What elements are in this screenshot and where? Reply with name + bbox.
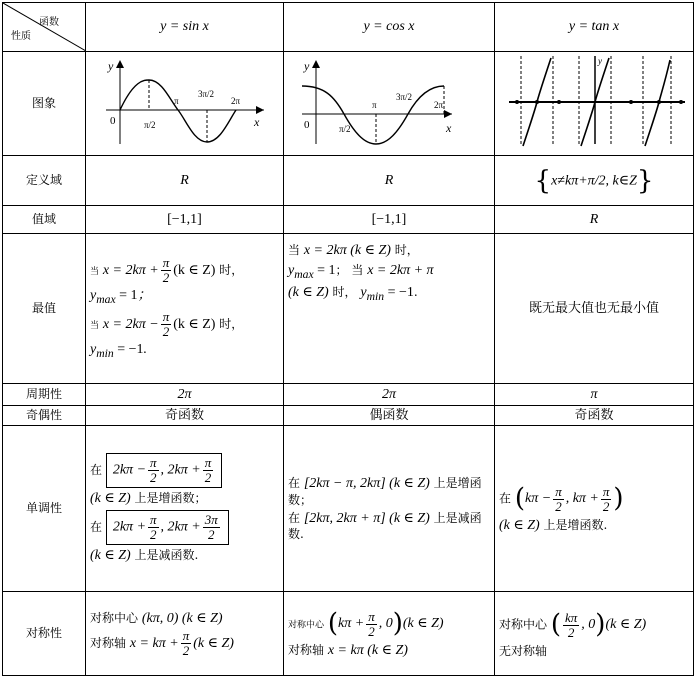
extrema-tan: 既无最大值也无最小值 bbox=[495, 234, 694, 384]
svg-text:2π: 2π bbox=[231, 96, 241, 106]
svg-text:y: y bbox=[304, 59, 310, 73]
domain-cos: R bbox=[284, 156, 495, 206]
range-sin: [−1,1] bbox=[86, 206, 284, 234]
svg-text:π: π bbox=[174, 96, 179, 106]
corner-right: 函数 bbox=[39, 17, 59, 28]
period-tan: π bbox=[495, 384, 694, 406]
extrema-sin: 当 x = 2kπ + $\frac{\pi}{2}$ (k ∈ Z) 时， $y_{max} = 1$； 当 x = 2kπ − $\frac{\pi}{2}$ (k ∈ Z) 时， $y_{min} = -1$. bbox=[86, 234, 284, 384]
svg-text:0: 0 bbox=[304, 119, 310, 131]
symmetry-sin: 对称中心 (kπ, 0) (k ∈ Z) 对称轴 x = kπ + $\frac{\pi}{2}$ (k ∈ Z) bbox=[86, 592, 284, 676]
symmetry-tan: 对称中心 ( $\frac{k\pi}{2}$ , 0)(k ∈ Z) 无对称轴 bbox=[495, 592, 694, 676]
cos-graph bbox=[284, 52, 495, 156]
domain-sin: R bbox=[86, 156, 284, 206]
row-label-extrema: 最值 bbox=[3, 234, 86, 384]
svg-text:3π/2: 3π/2 bbox=[396, 92, 413, 102]
trig-properties-table bbox=[2, 2, 694, 676]
header-tan: y = tan x bbox=[495, 3, 694, 52]
parity-tan: 奇函数 bbox=[495, 406, 694, 426]
svg-text:3π/2: 3π/2 bbox=[198, 89, 215, 99]
corner-left: 性质 bbox=[11, 31, 31, 42]
range-tan: R bbox=[495, 206, 694, 234]
svg-text:x: x bbox=[446, 121, 452, 135]
period-cos: 2π bbox=[284, 384, 495, 406]
header-cos: y = cos x bbox=[284, 3, 495, 52]
svg-text:π/2: π/2 bbox=[144, 120, 156, 130]
domain-tan: {x≠kπ+π/2, k∈Z} bbox=[495, 156, 694, 206]
svg-text:y: y bbox=[108, 59, 114, 73]
header-sin: y = sin x bbox=[86, 3, 284, 52]
row-label-monotonic: 单调性 bbox=[3, 426, 86, 592]
parity-cos: 偶函数 bbox=[284, 406, 495, 426]
monotonic-tan: 在 (kπ − $\frac{\pi}{2}$ , kπ + $\frac{\pi}{2}$ ) (k ∈ Z) 上是增函数. bbox=[495, 426, 694, 592]
period-sin: 2π bbox=[86, 384, 284, 406]
corner-cell bbox=[3, 3, 86, 52]
svg-text:π/2: π/2 bbox=[339, 124, 351, 134]
symmetry-cos: 对称中心 (kπ + $\frac{\pi}{2}$ , 0)(k ∈ Z) 对称轴 x = kπ (k ∈ Z) bbox=[284, 592, 495, 676]
monotonic-cos: 在 [2kπ − π, 2kπ] (k ∈ Z) 上是增函数； 在 [2kπ, 2kπ + π] (k ∈ Z) 上是减函数. bbox=[284, 426, 495, 592]
range-cos: [−1,1] bbox=[284, 206, 495, 234]
monotonic-sin: 在 2kπ − $\frac{\pi}{2}$ , 2kπ + $\frac{\pi}{2}$ (k ∈ Z) 上是增函数； 在 2kπ + $\frac{\pi}{2}$ , 2kπ + $\frac{3\pi}{2}$ (k ∈ Z) 上是减函数. bbox=[86, 426, 284, 592]
svg-text:x: x bbox=[254, 115, 260, 129]
sin-graph bbox=[86, 52, 284, 156]
parity-sin: 奇函数 bbox=[86, 406, 284, 426]
svg-text:y: y bbox=[598, 56, 602, 66]
extrema-cos: 当 x = 2kπ (k ∈ Z) 时， $y_{max} = 1$； 当 x = 2kπ + π (k ∈ Z) 时， $y_{min} = -1$. bbox=[284, 234, 495, 384]
row-label-parity: 奇偶性 bbox=[3, 406, 86, 426]
svg-text:0: 0 bbox=[110, 115, 116, 127]
row-label-domain: 定义域 bbox=[3, 156, 86, 206]
row-label-symmetry: 对称性 bbox=[3, 592, 86, 676]
row-label-range: 值域 bbox=[3, 206, 86, 234]
svg-text:π: π bbox=[372, 100, 377, 110]
row-label-period: 周期性 bbox=[3, 384, 86, 406]
row-label-graph: 图象 bbox=[3, 52, 86, 156]
svg-text:2π: 2π bbox=[434, 100, 444, 110]
tan-graph bbox=[495, 52, 694, 156]
